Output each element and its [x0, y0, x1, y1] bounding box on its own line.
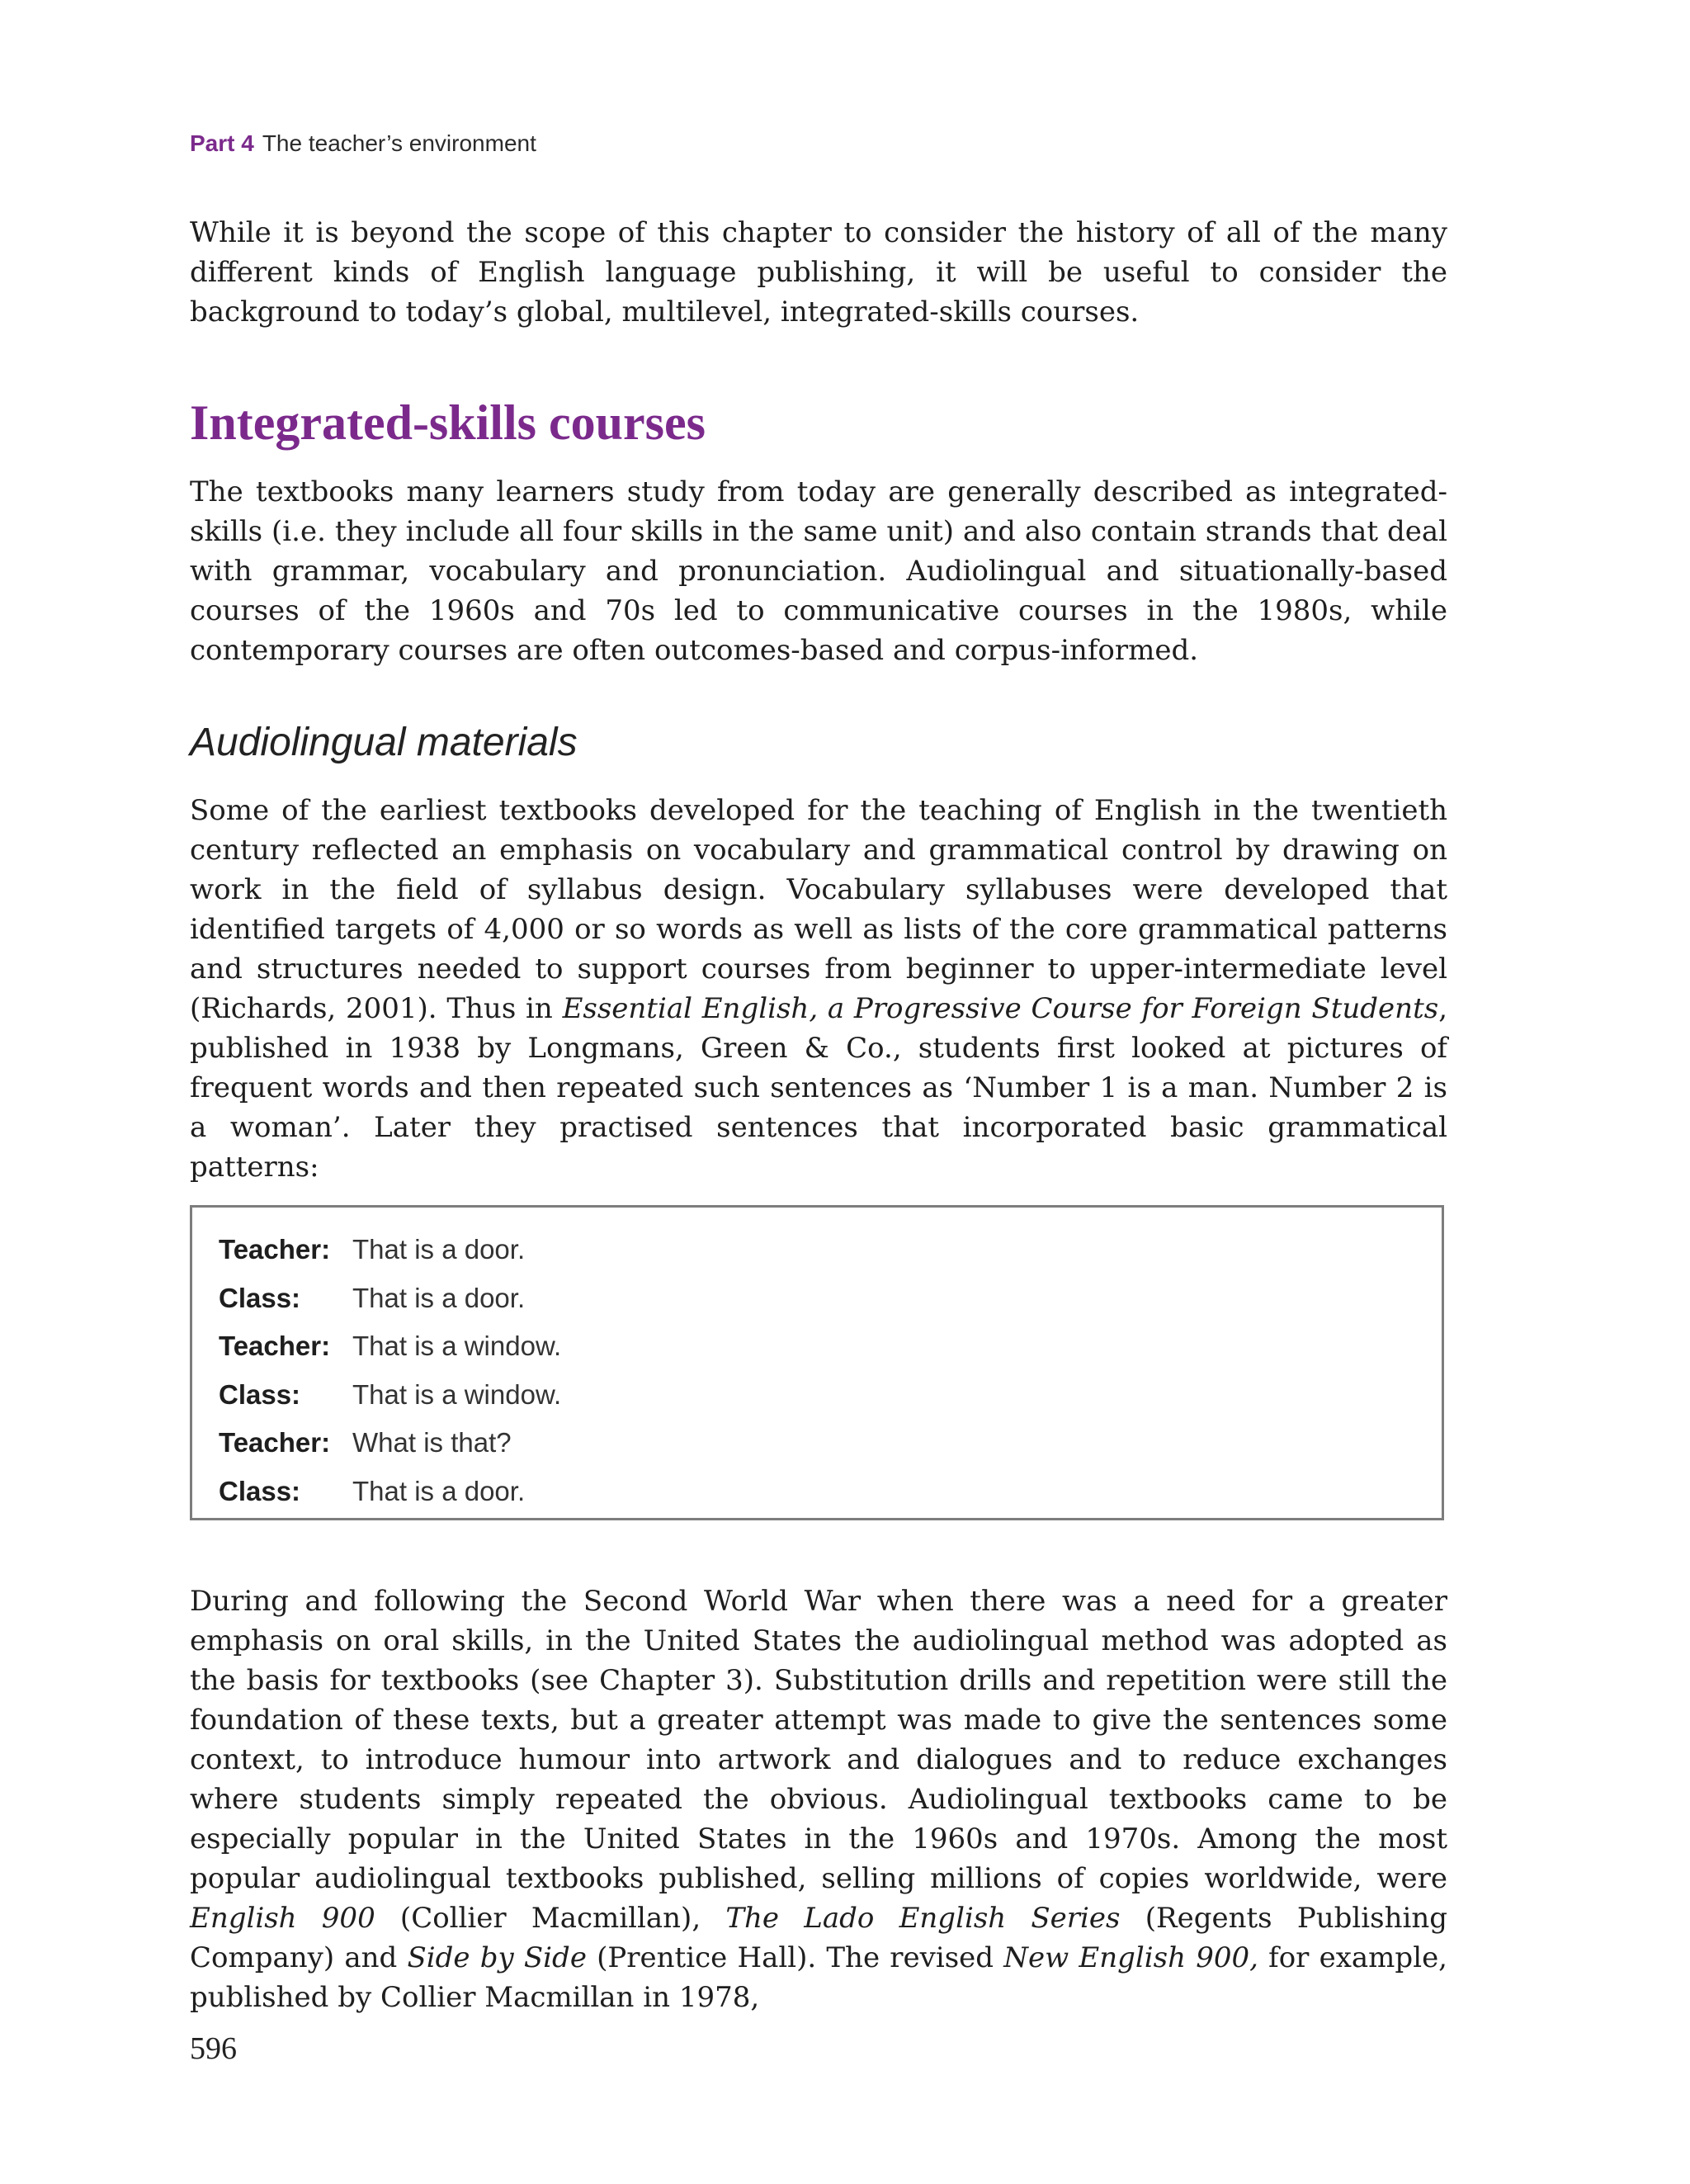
dialogue-line — [219, 1226, 1442, 1274]
section-heading: Integrated-skills courses — [190, 395, 706, 450]
closing-text-c: (Regents Publishing Company) and — [190, 1902, 1447, 1974]
book-title-english-900: English 900 — [190, 1902, 375, 1935]
book-title-new-english-900: New English 900, — [1003, 1941, 1258, 1974]
book-title-side-by-side: Side by Side — [407, 1941, 587, 1974]
closing-text-d: (Prentice Hall). The revised — [586, 1941, 1004, 1974]
closing-text-b: (Collier Macmillan), — [375, 1902, 726, 1935]
dialogue-utterance: What is that? — [352, 1427, 512, 1458]
dialogue-utterance: That is a door. — [352, 1234, 526, 1265]
dialogue-line — [219, 1322, 1442, 1371]
dialogue-line — [219, 1468, 1442, 1516]
dialogue-box — [190, 1205, 1444, 1520]
running-head-part: Part 4 — [190, 130, 254, 156]
running-head — [190, 130, 536, 157]
closing-text-e: for example, published by Collier Macmillan in 1978, — [190, 1941, 1447, 2014]
dialogue-speaker: Teacher: — [219, 1331, 331, 1362]
book-title-essential-english: Essential English, a Progressive Course for Foreign Students — [562, 992, 1439, 1025]
dialogue-speaker: Class: — [219, 1378, 301, 1410]
audiolingual-text-end: , published in 1938 by Longmans, Green & Co., students first looked at pictures of frequent words and then repeated such sentences as ‘Number 1 is a man. Number 2 is a woman’. Later they practised sentences that incorporated basic grammatical patterns: — [190, 992, 1447, 1184]
dialogue-speaker: Teacher: — [219, 1427, 331, 1458]
book-title-lado-english-series: The Lado English Series — [725, 1902, 1121, 1935]
section-paragraph: The textbooks many learners study from today are generally described as integrated-skills (i.e. they include all four skills in the same unit) and also contain strands that deal with grammar, vocabulary and pronunciation. Audiolingual and situationally-based courses of the 1960s and 70s led to communicative courses in the 1980s, while contemporary courses are often outcomes-based and corpus-informed. — [190, 475, 1447, 667]
dialogue-utterance: That is a window. — [352, 1331, 562, 1362]
dialogue-line — [219, 1371, 1442, 1420]
audiolingual-paragraph — [190, 791, 1447, 1187]
dialogue-speaker: Class: — [219, 1475, 301, 1506]
closing-paragraph — [190, 1581, 1447, 2017]
dialogue-speaker: Teacher: — [219, 1234, 331, 1265]
closing-text-a: During and following the Second World War when there was a need for a greater emphasis on oral skills, in the United States the audiolingual method was adopted as the basis for textbooks (see Chapter 3). Substitution drills and repetition were still the foundation of these texts, but a greater attempt was made to give the sentences some context, to introduce humour into artwork and dialogues and to reduce exchanges where students simply repeated the obvious. Audiolingual textbooks came to be especially popular in the United States in the 1960s and 1970s. Among the most popular audiolingual textbooks published, selling millions of copies worldwide, were — [190, 1585, 1447, 1895]
dialogue-line — [219, 1274, 1442, 1323]
subsection-heading: Audiolingual materials — [190, 721, 578, 764]
dialogue-speaker: Class: — [219, 1282, 301, 1313]
running-head-title: The teacher’s environment — [262, 130, 536, 156]
dialogue-utterance: That is a window. — [352, 1378, 562, 1410]
page-number: 596 — [190, 2031, 237, 2066]
dialogue-utterance: That is a door. — [352, 1282, 526, 1313]
intro-paragraph: While it is beyond the scope of this chapter to consider the history of all of the many different kinds of English language publishing, it will be useful to consider the background to today’s global, multilevel, integrated-skills courses. — [190, 216, 1447, 329]
audiolingual-text-start: Some of the earliest textbooks developed for the teaching of English in the twentieth century reflected an emphasis on vocabulary and grammatical control by drawing on work in the field of syllabus design. Vocabulary syllabuses were developed that identified targets of 4,000 or so words as well as lists of the core grammatical patterns and structures needed to support courses from beginner to upper-intermediate level (Richards, 2001). Thus in — [190, 794, 1447, 1025]
dialogue-line — [219, 1419, 1442, 1468]
dialogue-utterance: That is a door. — [352, 1475, 526, 1506]
